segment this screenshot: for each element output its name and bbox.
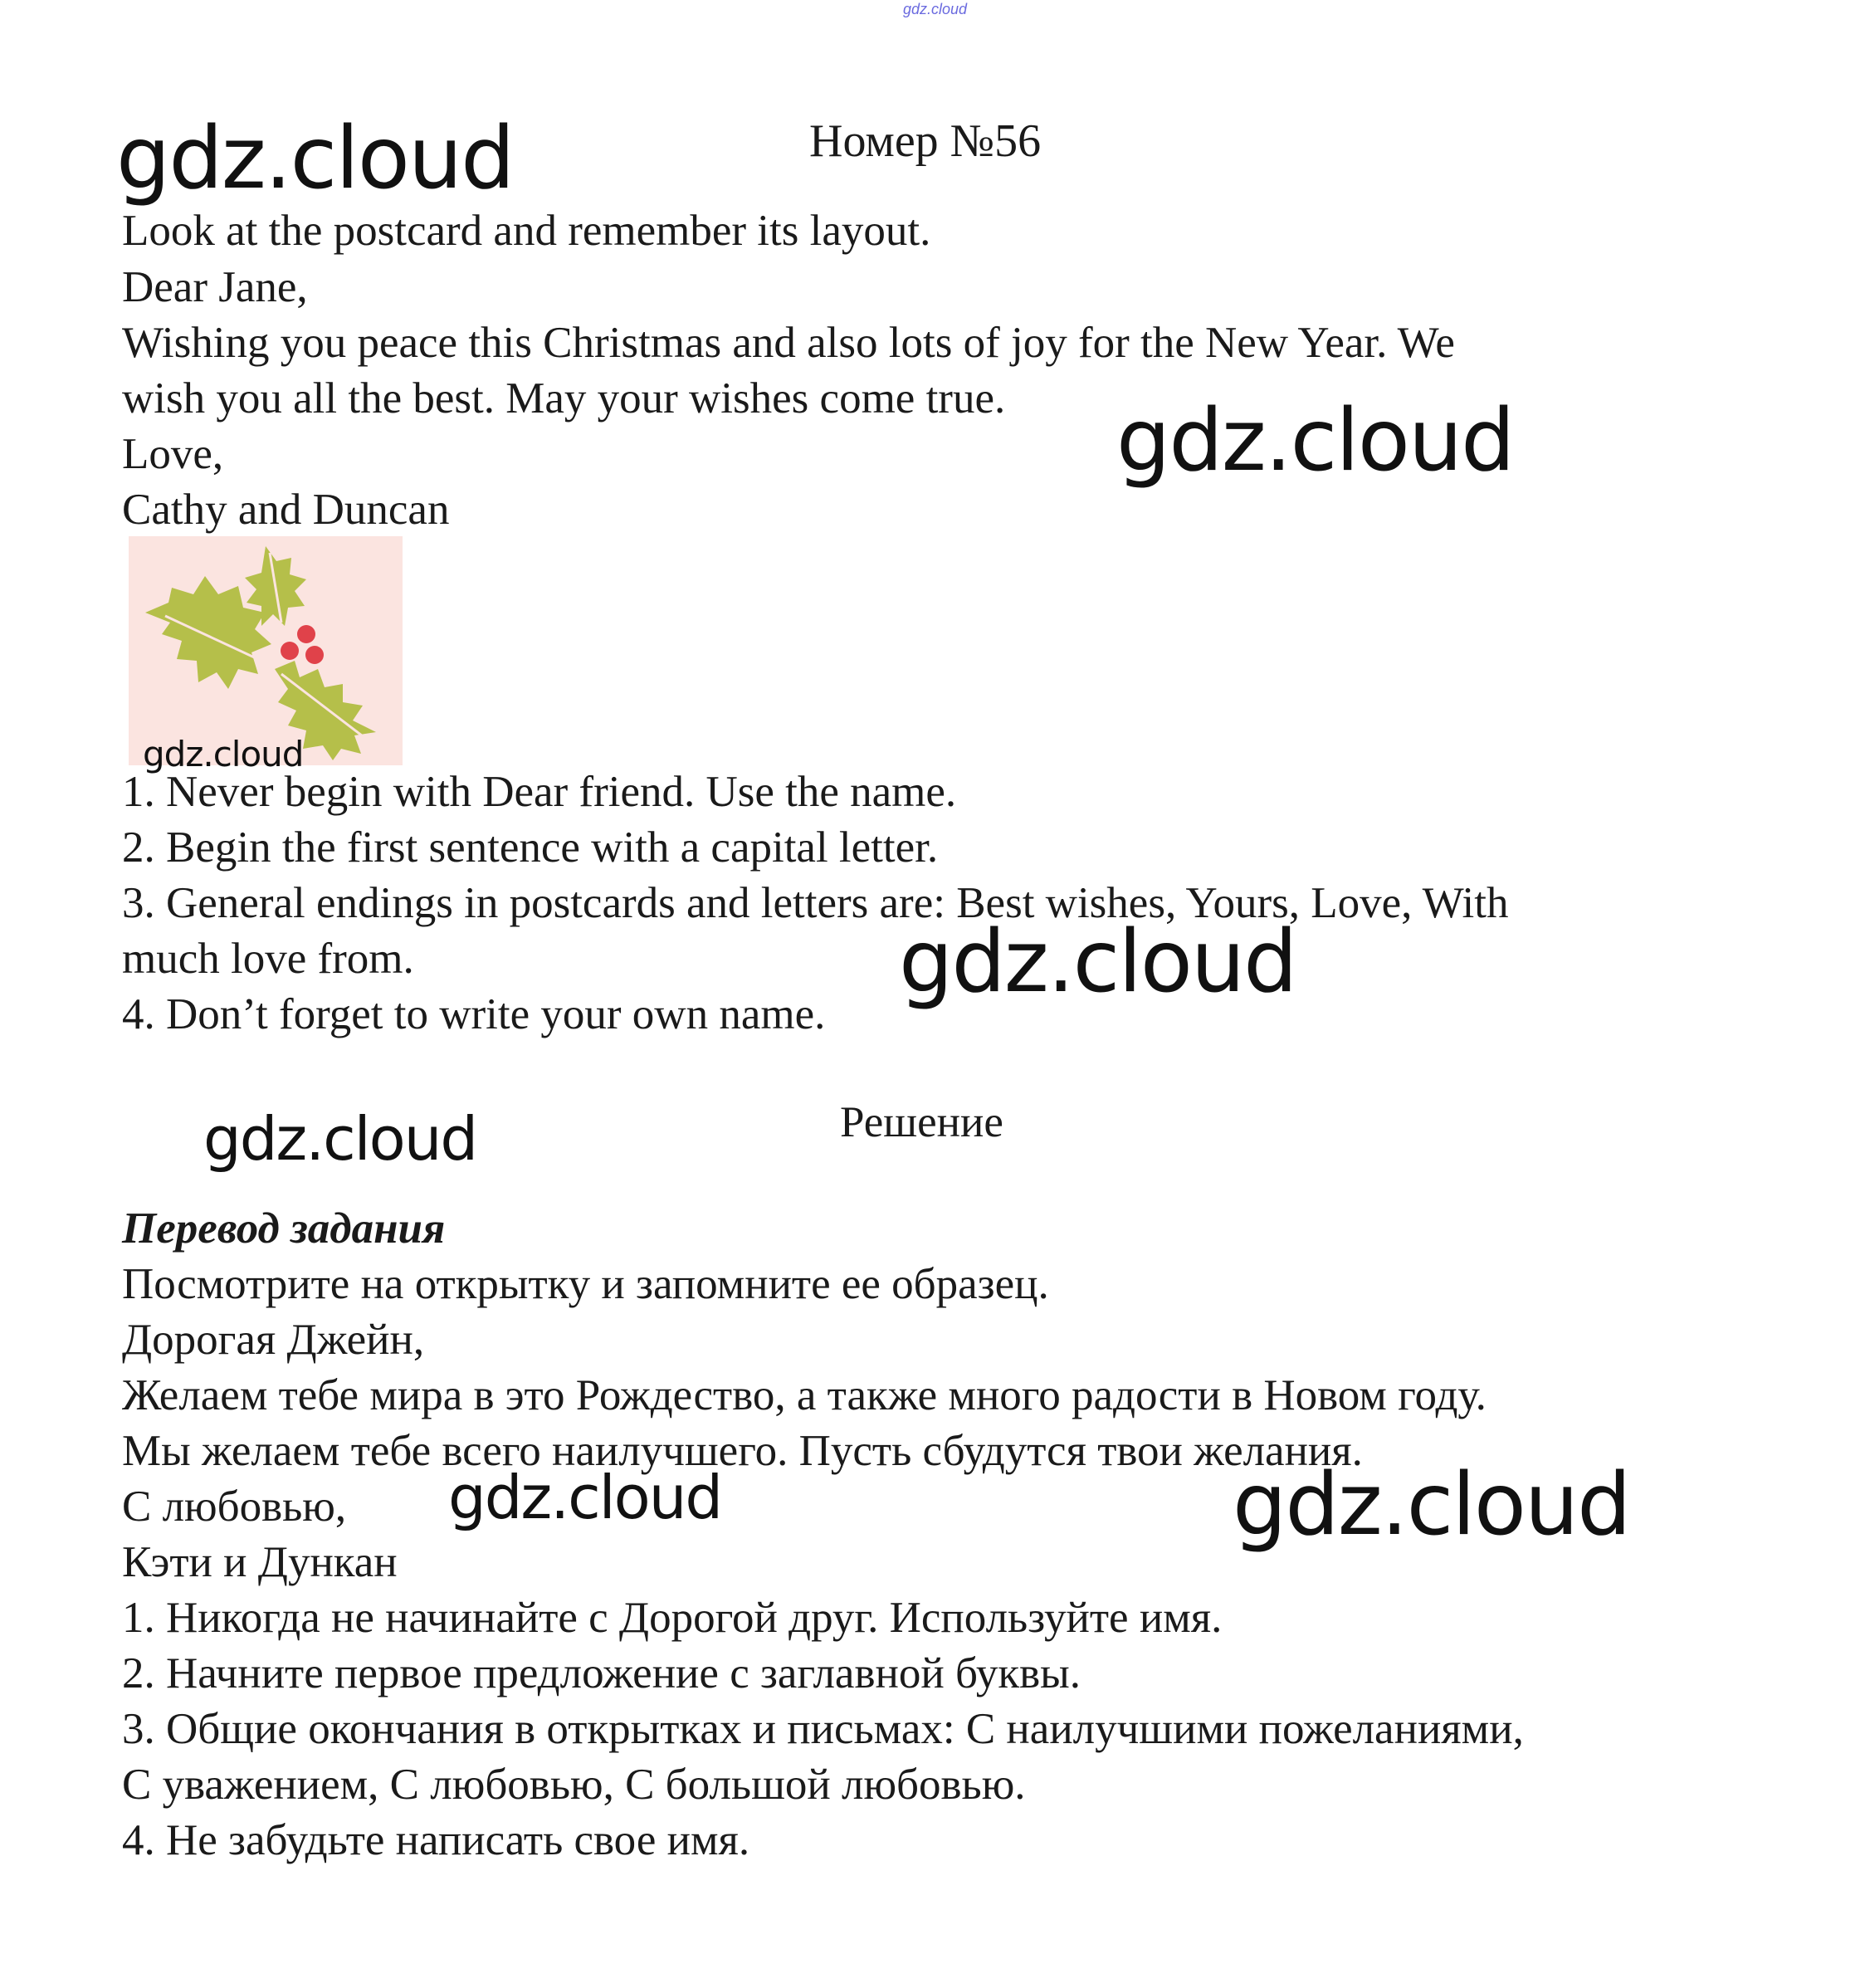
translation-line: С уважением, С любовью, С большой любовью. bbox=[122, 1761, 1026, 1809]
rule-1: 1. Never begin with Dear friend. Use the name. bbox=[122, 768, 957, 816]
translation-line: 3. Общие окончания в открытках и письмах: С наилучшими пожеланиями, bbox=[122, 1705, 1524, 1753]
translation-line: Кэти и Дункан bbox=[122, 1538, 398, 1586]
translation-line: 1. Никогда не начинайте с Дорогой друг. Используйте имя. bbox=[122, 1594, 1223, 1642]
watermark-logo: gdz.cloud bbox=[448, 1463, 722, 1532]
rule-3: 3. General endings in postcards and letters are: Best wishes, Yours, Love, With bbox=[122, 879, 1509, 927]
translation-line: Посмотрите на открытку и запомните ее образец. bbox=[122, 1260, 1049, 1308]
task-instruction: Look at the postcard and remember its layout. bbox=[122, 207, 931, 255]
postcard-closing: Love, bbox=[122, 430, 224, 478]
postcard-body-line-1: Wishing you peace this Christmas and also lots of joy for the New Year. We bbox=[122, 319, 1455, 367]
holly-berry bbox=[305, 646, 324, 664]
holly-berry bbox=[297, 625, 315, 643]
top-link[interactable]: gdz.cloud bbox=[903, 1, 968, 17]
translation-line: 2. Начните первое предложение с заглавной буквы. bbox=[122, 1649, 1081, 1697]
watermark-logo: gdz.cloud bbox=[1116, 391, 1514, 491]
watermark-logo: gdz.cloud bbox=[203, 1104, 477, 1174]
watermark-logo: gdz.cloud bbox=[899, 912, 1296, 1012]
postcard-body-line-2: wish you all the best. May your wishes come true. bbox=[122, 374, 1006, 423]
rule-2: 2. Begin the first sentence with a capital letter. bbox=[122, 823, 939, 872]
watermark-logo: gdz.cloud bbox=[143, 734, 304, 774]
postcard-signature: Cathy and Duncan bbox=[122, 486, 450, 534]
holly-image bbox=[129, 536, 403, 765]
watermark-logo: gdz.cloud bbox=[116, 109, 514, 208]
rule-4: 4. Don’t forget to write your own name. bbox=[122, 990, 826, 1038]
translation-line: Мы желаем тебе всего наилучшего. Пусть сбудутся твои желания. bbox=[122, 1427, 1363, 1475]
translation-line: Желаем тебе мира в это Рождество, а также много радости в Новом году. bbox=[122, 1371, 1487, 1419]
rule-3-continued: much love from. bbox=[122, 935, 414, 983]
watermark-logo: gdz.cloud bbox=[1233, 1455, 1630, 1555]
page-title: Номер №56 bbox=[809, 115, 1042, 167]
holly-berry bbox=[281, 642, 299, 660]
translation-heading: Перевод задания bbox=[122, 1204, 446, 1253]
translation-line: 4. Не забудьте написать свое имя. bbox=[122, 1816, 750, 1864]
holly-leaf-left bbox=[145, 576, 271, 689]
translation-line: Дорогая Джейн, bbox=[122, 1316, 425, 1364]
solution-title: Решение bbox=[840, 1098, 1003, 1146]
postcard-greeting: Dear Jane, bbox=[122, 263, 308, 311]
translation-line: С любовью, bbox=[122, 1482, 347, 1531]
